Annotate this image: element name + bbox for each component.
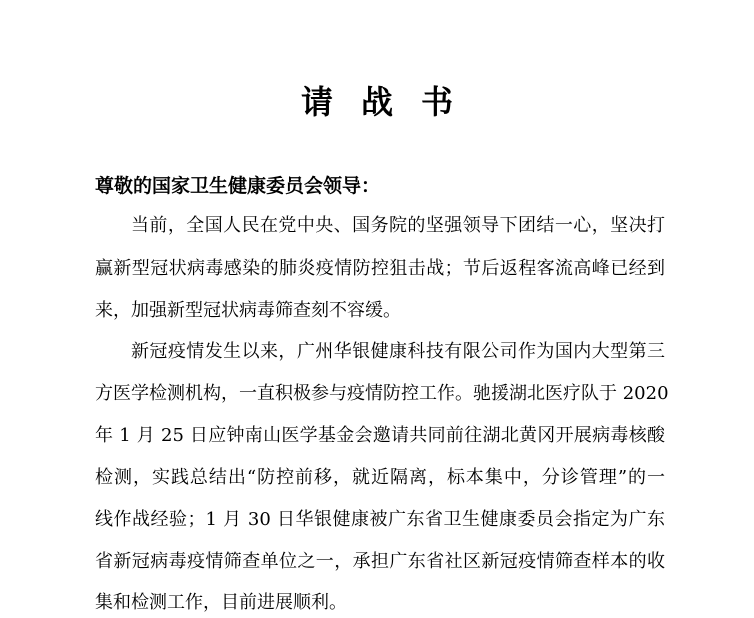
paragraph-line: 当前，全国人民在党中央、国务院的坚强领导下团结一心，坚决打 xyxy=(131,215,665,236)
salutation: 尊敬的国家卫生健康委员会领导： xyxy=(95,175,381,197)
paragraph-line: 检测，实践总结出“防控前移，就近隔离，标本集中，分诊管理”的一 xyxy=(95,467,665,488)
paragraph-line: 省新冠病毒疫情筛查单位之一，承担广东省社区新冠疫情筛查样本的收 xyxy=(95,551,665,572)
paragraph-line: 赢新型冠状病毒感染的肺炎疫情防控狙击战；节后返程客流高峰已经到 xyxy=(95,258,665,279)
paragraph-line: 集和检测工作，目前进展顺利。 xyxy=(95,592,347,613)
paragraph-line: 新冠疫情发生以来，广州华银健康科技有限公司作为国内大型第三 xyxy=(131,341,665,362)
document-title: 请战书 xyxy=(300,83,481,121)
paragraph-line: 线作战经验；1 月 30 日华银健康被广东省卫生健康委员会指定为广东 xyxy=(95,509,665,530)
paragraph-line: 年 1 月 25 日应钟南山医学基金会邀请共同前往湖北黄冈开展病毒核酸 xyxy=(95,425,665,446)
paragraph-line: 来，加强新型冠状病毒筛查刻不容缓。 xyxy=(95,300,401,321)
paragraph-line: 方医学检测机构，一直积极参与疫情防控工作。驰援湖北医疗队于 2020 xyxy=(95,383,669,404)
